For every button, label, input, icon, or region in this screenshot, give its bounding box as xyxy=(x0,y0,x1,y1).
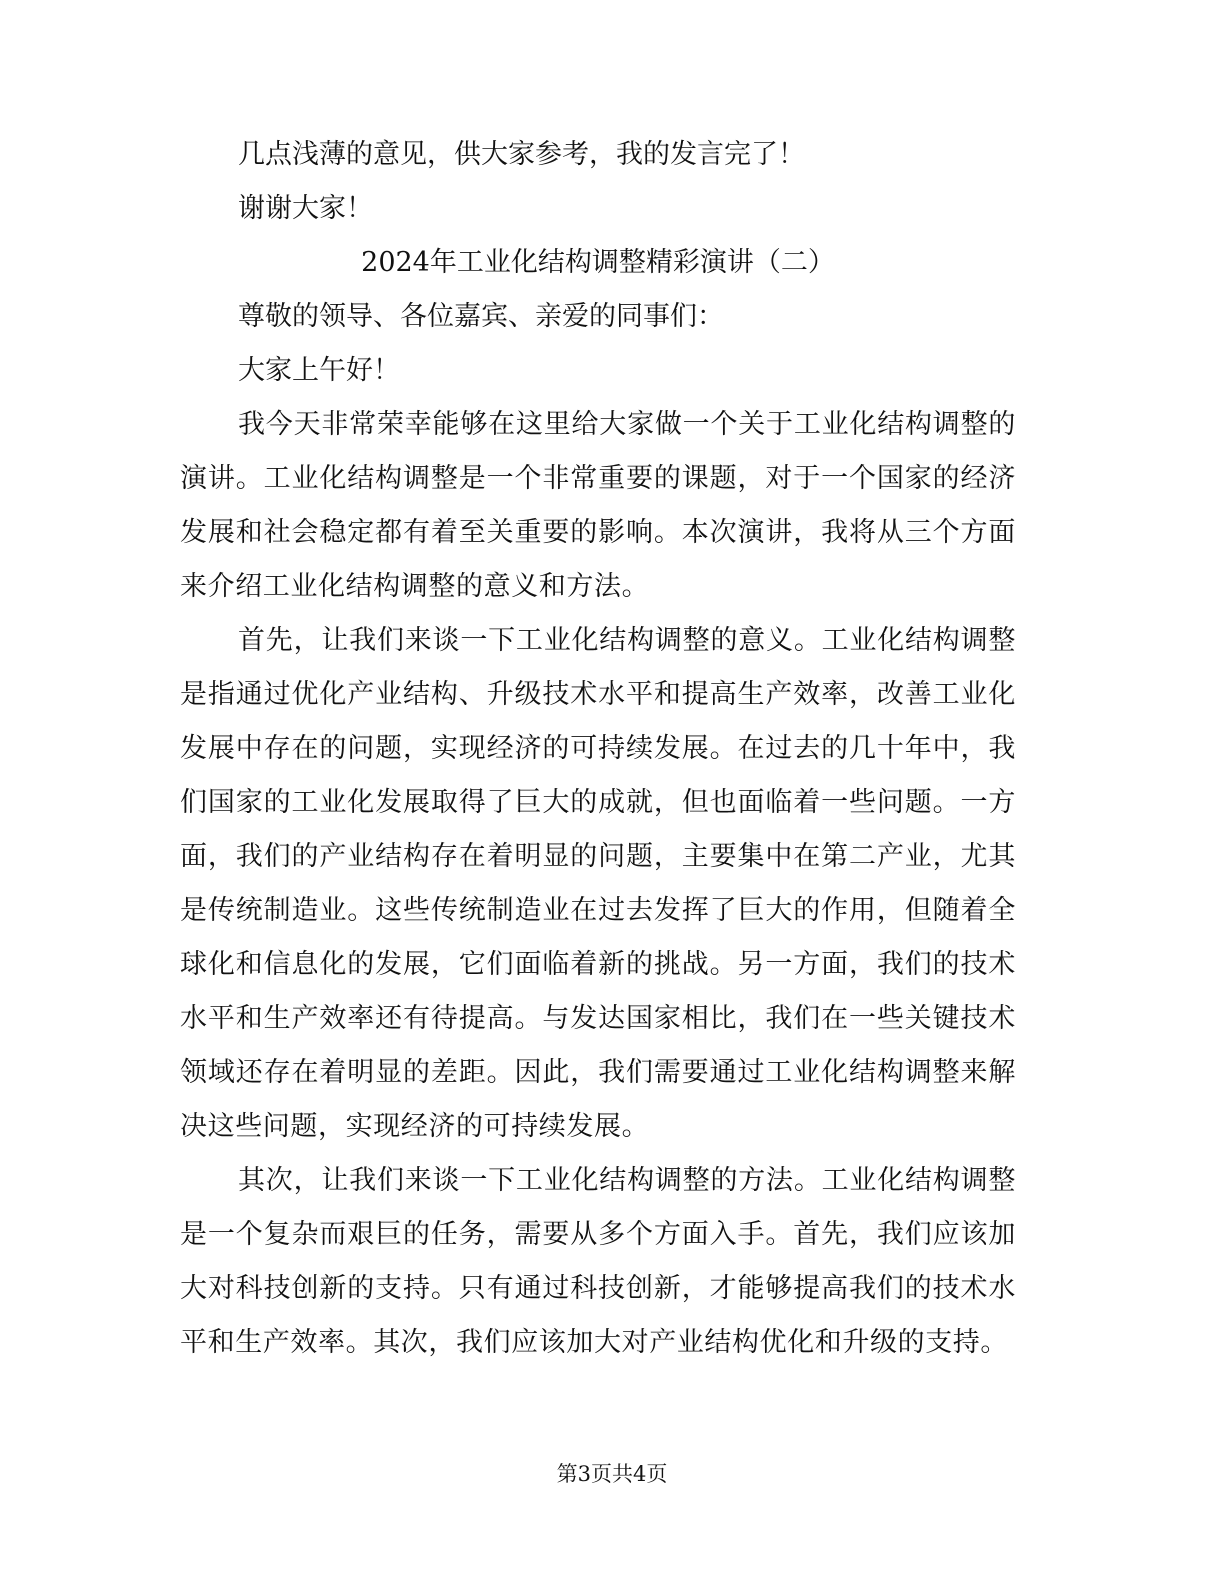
closing-remark: 几点浅薄的意见，供大家参考，我的发言完了！ xyxy=(238,139,805,170)
thanks-line: 谢谢大家！ xyxy=(238,193,373,224)
paragraph-methods: 其次，让我们来谈一下工业化结构调整的方法。工业化结构调整是一个复杂而艰巨的任务，需要从多个方面入手。首先，我们应该加大对科技创新的支持。只有通过科技创新，才能够提高我们的技术水平和生产效率。其次，我们应该加大对产业结构优化和升级的支持。 xyxy=(180,1165,1016,1358)
document-body xyxy=(180,128,1016,1370)
paragraph-intro: 我今天非常荣幸能够在这里给大家做一个关于工业化结构调整的演讲。工业化结构调整是一个非常重要的课题，对于一个国家的经济发展和社会稳定都有着至关重要的影响。本次演讲，我将从三个方面来介绍工业化结构调整的意义和方法。 xyxy=(180,409,1016,602)
speech-title: 2024年工业化结构调整精彩演讲（二） xyxy=(361,247,835,278)
page-number-footer: 第3页共4页 xyxy=(556,1462,668,1486)
greeting-line: 大家上午好！ xyxy=(238,355,400,386)
paragraph-significance: 首先，让我们来谈一下工业化结构调整的意义。工业化结构调整是指通过优化产业结构、升级技术水平和提高生产效率，改善工业化发展中存在的问题，实现经济的可持续发展。在过去的几十年中，我们国家的工业化发展取得了巨大的成就，但也面临着一些问题。一方面，我们的产业结构存在着明显的问题，主要集中在第二产业，尤其是传统制造业。这些传统制造业在过去发挥了巨大的作用，但随着全球化和信息化的发展，它们面临着新的挑战。另一方面，我们的技术水平和生产效率还有待提高。与发达国家相比，我们在一些关键技术领域还存在着明显的差距。因此，我们需要通过工业化结构调整来解决这些问题，实现经济的可持续发展。 xyxy=(180,625,1016,1142)
salutation: 尊敬的领导、各位嘉宾、亲爱的同事们： xyxy=(238,301,724,332)
